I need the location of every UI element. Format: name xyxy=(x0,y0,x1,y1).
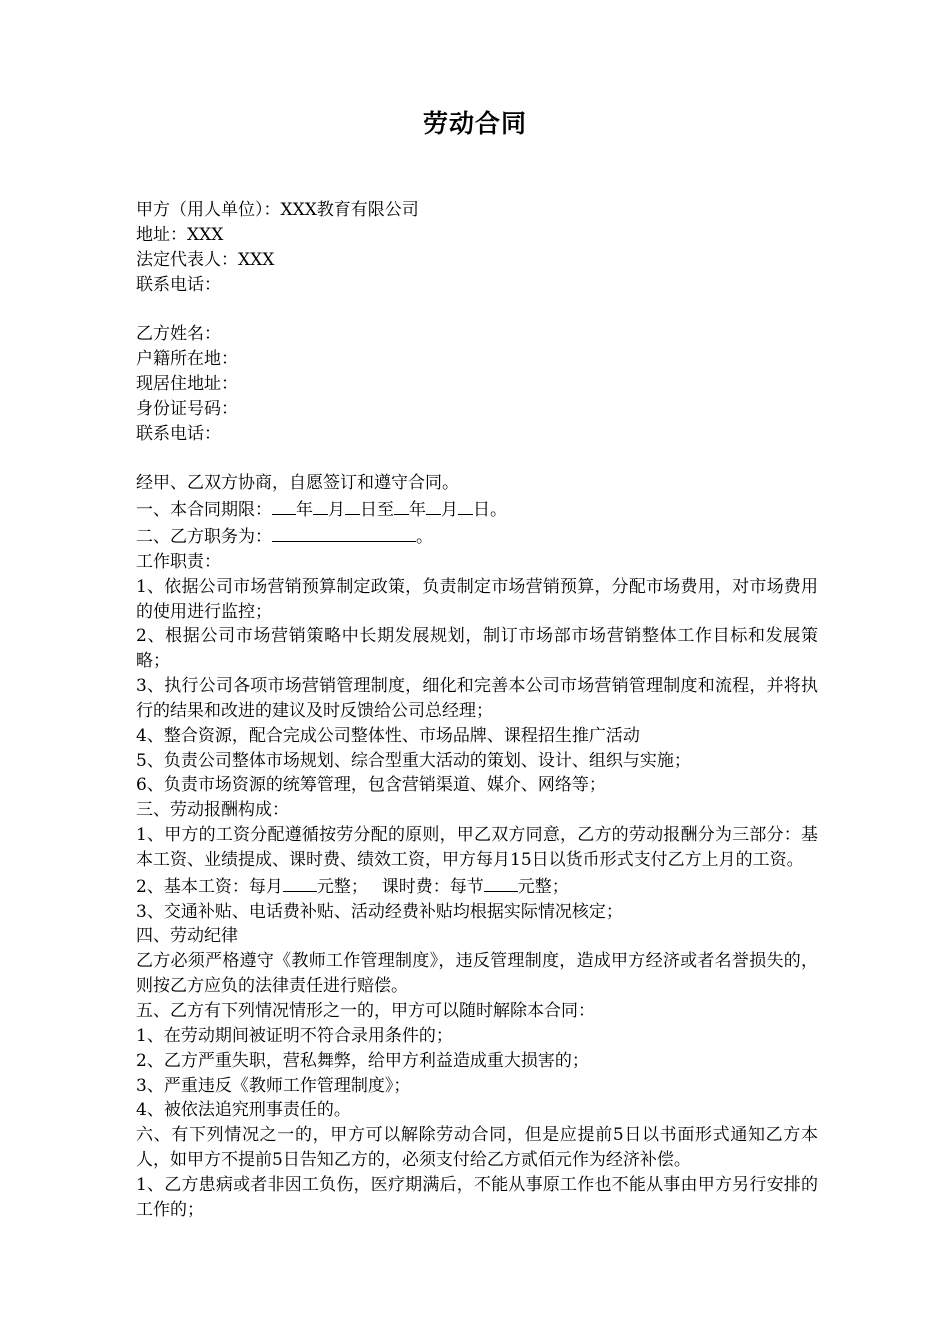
month-blank xyxy=(426,496,441,515)
duty-item: 2、根据公司市场营销策略中长期发展规划，制订市场部市场营销整体工作目标和发展策略； xyxy=(136,626,818,672)
term-year: 年 xyxy=(409,500,426,521)
spacer xyxy=(136,297,818,322)
party-b-name: 乙方姓名： xyxy=(136,324,221,345)
duty-item: 6、负责市场资源的统筹管理，包含营销渠道、媒介、网络等； xyxy=(136,775,606,796)
salary-mid: 元整； 课时费：每节 xyxy=(316,876,484,897)
lesson-fee-suffix: 元整； xyxy=(517,876,569,897)
lesson-fee-blank xyxy=(484,873,518,892)
intro-text: 经甲、乙双方协商，自愿签订和遵守合同。 xyxy=(136,473,459,494)
position-prefix: 二、乙方职务为： xyxy=(136,526,272,547)
duty-item: 3、执行公司各项市场营销管理制度，细化和完善本公司市场营销管理制度和流程，并将执行的结果和改进的建议及时反馈给公司总经理； xyxy=(136,676,818,721)
contract-body xyxy=(136,198,818,1223)
pay-item: 3、交通补贴、电话费补贴、活动经费补贴均根据实际情况核定； xyxy=(136,901,623,922)
spacer xyxy=(136,446,818,471)
term-month: 月 xyxy=(441,500,458,521)
duties-heading: 工作职责： xyxy=(136,551,221,572)
party-a-phone: 联系电话： xyxy=(136,274,221,295)
duty-item: 4、整合资源，配合完成公司整体性、市场品牌、课程招生推广活动 xyxy=(136,725,640,746)
term-year: 年 xyxy=(296,500,313,521)
term-day-to: 日至 xyxy=(360,500,394,521)
termination-item: 4、被依法追究刑事责任的。 xyxy=(136,1100,351,1121)
party-a-representative: 法定代表人：XXX xyxy=(136,249,275,270)
position-line xyxy=(136,523,818,550)
termination-heading: 五、乙方有下列情况情形之一的，甲方可以随时解除本合同： xyxy=(136,1001,595,1021)
pay-item: 1、甲方的工资分配遵循按劳分配的原则，甲乙双方同意，乙方的劳动报酬分为三部分：基本工资、业绩提成、课时费、绩效工资，甲方每月15日以货币形式支付乙方上月的工资。 xyxy=(136,825,818,870)
term-prefix: 一、本合同期限： xyxy=(136,500,272,521)
discipline-text: 乙方必须严格遵守《教师工作管理制度》，违反管理制度，造成甲方经济或者名誉损失的，则按乙方应负的法律责任进行赔偿。 xyxy=(136,951,818,997)
contract-term xyxy=(136,496,818,523)
salary-blank xyxy=(283,873,317,892)
termination-item: 2、乙方严重失职，营私舞弊，给甲方利益造成重大损害的； xyxy=(136,1050,589,1071)
term-day-end: 日。 xyxy=(473,500,507,521)
party-a-address: 地址：XXX xyxy=(136,224,224,245)
year-blank xyxy=(394,496,409,515)
party-a-name: 甲方（用人单位）：XXX教育有限公司 xyxy=(136,200,419,220)
term-month: 月 xyxy=(328,500,345,521)
termination-item: 3、严重违反《教师工作管理制度》； xyxy=(136,1075,411,1096)
year-blank xyxy=(272,496,296,515)
duty-item: 1、依据公司市场营销预算制定政策，负责制定市场营销预算，分配市场费用，对市场费用的使用进行监控； xyxy=(136,576,818,622)
day-blank xyxy=(458,496,473,515)
party-b-phone: 联系电话： xyxy=(136,423,221,444)
party-b-residence: 现居住地址： xyxy=(136,373,238,394)
day-blank xyxy=(345,496,360,515)
discipline-heading: 四、劳动纪律 xyxy=(136,926,238,947)
duty-item: 5、负责公司整体市场规划、综合型重大活动的策划、设计、组织与实施； xyxy=(136,750,691,771)
notice-heading: 六、有下列情况之一的，甲方可以解除劳动合同，但是应提前5日以书面形式通知乙方本人，如甲方不提前5日告知乙方的，必须支付给乙方贰佰元作为经济补偿。 xyxy=(136,1125,818,1171)
position-suffix: 。 xyxy=(416,526,433,547)
party-b-id-number: 身份证号码： xyxy=(136,398,238,419)
salary-prefix: 2、基本工资：每月 xyxy=(136,876,283,897)
party-b-household: 户籍所在地： xyxy=(136,349,238,370)
document-title: 劳动合同 xyxy=(422,109,527,138)
position-blank xyxy=(272,523,416,542)
termination-item: 1、在劳动期间被证明不符合录用条件的； xyxy=(136,1025,453,1046)
month-blank xyxy=(313,496,328,515)
pay-item-salary xyxy=(136,873,818,900)
pay-heading: 三、劳动报酬构成： xyxy=(136,800,289,821)
notice-item: 1、乙方患病或者非因工负伤，医疗期满后，不能从事原工作也不能从事由甲方另行安排的工作的； xyxy=(136,1174,818,1220)
